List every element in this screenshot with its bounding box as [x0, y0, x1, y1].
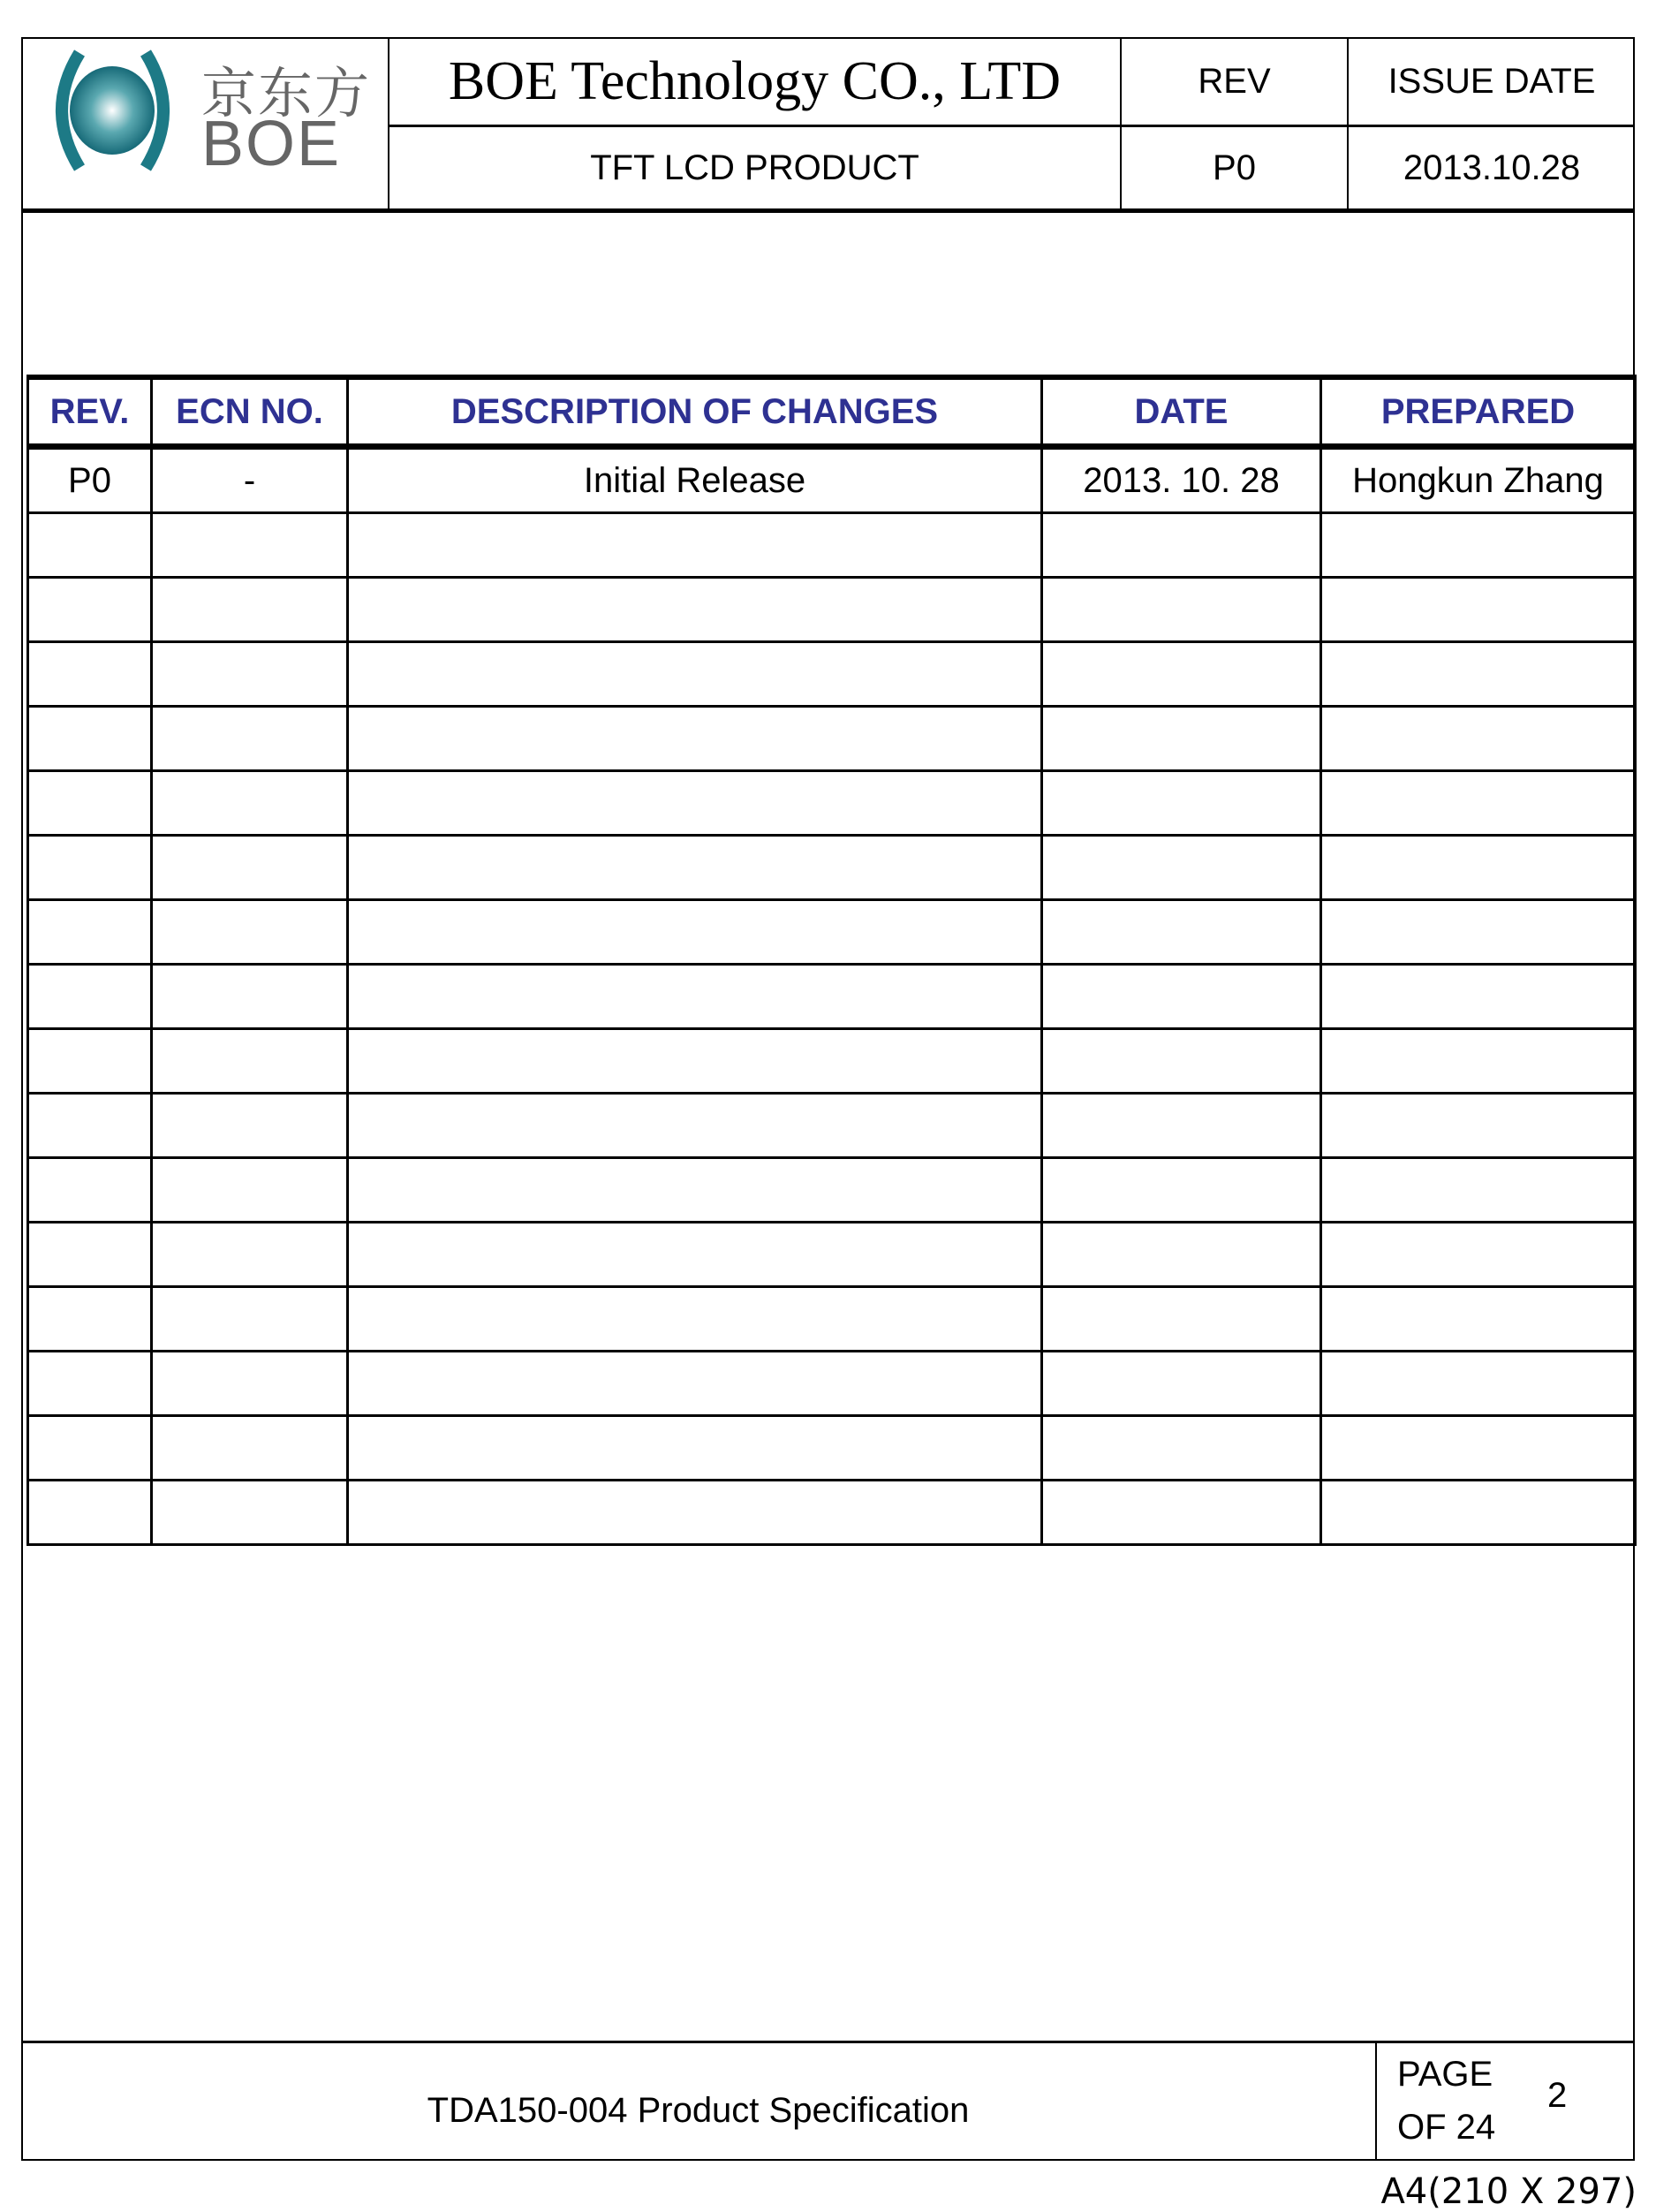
- col-rev: REV.: [28, 377, 152, 447]
- table-cell: [152, 642, 348, 707]
- table-row: [28, 578, 1636, 642]
- table-cell: [28, 513, 152, 578]
- table-cell: [152, 513, 348, 578]
- table-cell: [152, 900, 348, 965]
- divider: [21, 208, 1635, 213]
- table-header-row: [28, 377, 1636, 447]
- table-cell: [28, 1029, 152, 1094]
- table-cell: [28, 1481, 152, 1545]
- table-cell: [1042, 1287, 1321, 1352]
- rev-value: P0: [1213, 148, 1256, 187]
- table-row: [28, 965, 1636, 1029]
- table-cell: [152, 578, 348, 642]
- issue-date-value: 2013.10.28: [1403, 148, 1581, 187]
- table-cell: Initial Release: [348, 447, 1042, 513]
- table-row: [28, 1416, 1636, 1481]
- table-row: [28, 642, 1636, 707]
- page-label: PAGE: [1397, 2055, 1493, 2094]
- table-cell: [348, 1352, 1042, 1416]
- col-ecn: ECN NO.: [152, 377, 348, 447]
- table-cell: [1321, 771, 1636, 836]
- spec-title: TDA150-004 Product Specification: [427, 2091, 970, 2130]
- table-cell: [348, 1094, 1042, 1158]
- table-cell: [28, 578, 152, 642]
- table-cell: [152, 1158, 348, 1223]
- table-cell: -: [152, 447, 348, 513]
- table-cell: [28, 771, 152, 836]
- table-cell: [1321, 965, 1636, 1029]
- table-cell: [152, 1352, 348, 1416]
- table-cell: [1042, 513, 1321, 578]
- table-cell: [1321, 836, 1636, 900]
- table-cell: [348, 1029, 1042, 1094]
- page-number: 2: [1547, 2076, 1568, 2115]
- table-cell: [1321, 707, 1636, 771]
- divider: [1375, 2041, 1377, 2161]
- table-cell: [1042, 1416, 1321, 1481]
- col-prepared: PREPARED: [1321, 377, 1636, 447]
- rev-label: REV: [1198, 62, 1271, 101]
- table-cell: [152, 1094, 348, 1158]
- col-description: DESCRIPTION OF CHANGES: [348, 377, 1042, 447]
- table-cell: [152, 771, 348, 836]
- table-row: [28, 1158, 1636, 1223]
- table-cell: [152, 707, 348, 771]
- table-cell: [1042, 1352, 1321, 1416]
- table-cell: [1042, 1094, 1321, 1158]
- table-row: [28, 1352, 1636, 1416]
- table-cell: [348, 1287, 1042, 1352]
- revision-table: [26, 375, 1637, 1546]
- paper-size: A4(210 X 297): [1380, 2171, 1637, 2212]
- table-cell: [348, 642, 1042, 707]
- table-cell: Hongkun Zhang: [1321, 447, 1636, 513]
- table-cell: P0: [28, 447, 152, 513]
- table-cell: [1042, 836, 1321, 900]
- company-name: BOE Technology CO., LTD: [448, 51, 1062, 111]
- table-cell: [28, 900, 152, 965]
- table-row: [28, 1094, 1636, 1158]
- table-cell: [28, 836, 152, 900]
- table-row: [28, 836, 1636, 900]
- table-row: [28, 707, 1636, 771]
- table-row: [28, 900, 1636, 965]
- table-cell: [152, 1481, 348, 1545]
- table-row: [28, 447, 1636, 513]
- table-cell: 2013. 10. 28: [1042, 447, 1321, 513]
- table-cell: [348, 965, 1042, 1029]
- table-cell: [1321, 1481, 1636, 1545]
- table-cell: [348, 836, 1042, 900]
- table-cell: [1321, 1029, 1636, 1094]
- table-cell: [1042, 965, 1321, 1029]
- table-cell: [28, 707, 152, 771]
- table-cell: [1042, 1481, 1321, 1545]
- table-cell: [1321, 642, 1636, 707]
- boe-logo-icon: [44, 44, 181, 177]
- table-cell: [28, 1416, 152, 1481]
- table-row: [28, 771, 1636, 836]
- table-cell: [28, 1352, 152, 1416]
- logo-en: BOE: [201, 109, 342, 179]
- table-cell: [1042, 1029, 1321, 1094]
- table-row: [28, 1029, 1636, 1094]
- table-cell: [1042, 771, 1321, 836]
- issue-date-label: ISSUE DATE: [1388, 62, 1596, 101]
- table-row: [28, 1481, 1636, 1545]
- table-cell: [28, 1158, 152, 1223]
- table-cell: [1321, 1223, 1636, 1287]
- table-cell: [152, 1029, 348, 1094]
- table-cell: [152, 1416, 348, 1481]
- table-cell: [1042, 642, 1321, 707]
- table-cell: [1042, 578, 1321, 642]
- table-cell: [152, 1287, 348, 1352]
- table-cell: [28, 1223, 152, 1287]
- table-cell: [1042, 900, 1321, 965]
- table-cell: [1321, 1287, 1636, 1352]
- table-cell: [348, 1416, 1042, 1481]
- table-row: [28, 1223, 1636, 1287]
- table-cell: [28, 1287, 152, 1352]
- page-total: OF 24: [1397, 2108, 1496, 2147]
- logo-cn: 京东方: [201, 64, 372, 125]
- table-cell: [152, 965, 348, 1029]
- table-cell: [348, 707, 1042, 771]
- table-cell: [1321, 513, 1636, 578]
- table-cell: [348, 1481, 1042, 1545]
- table-cell: [1321, 1094, 1636, 1158]
- col-date: DATE: [1042, 377, 1321, 447]
- table-cell: [1321, 1158, 1636, 1223]
- table-cell: [28, 642, 152, 707]
- table-cell: [348, 900, 1042, 965]
- table-cell: [28, 965, 152, 1029]
- table-cell: [152, 1223, 348, 1287]
- table-cell: [348, 513, 1042, 578]
- table-cell: [1042, 707, 1321, 771]
- table-cell: [1321, 900, 1636, 965]
- table-cell: [348, 1158, 1042, 1223]
- product-line: TFT LCD PRODUCT: [590, 148, 919, 187]
- table-cell: [348, 1223, 1042, 1287]
- table-cell: [1042, 1158, 1321, 1223]
- table-cell: [1321, 1352, 1636, 1416]
- table-cell: [1042, 1223, 1321, 1287]
- table-cell: [348, 771, 1042, 836]
- table-row: [28, 513, 1636, 578]
- table-cell: [152, 836, 348, 900]
- table-cell: [1321, 1416, 1636, 1481]
- table-row: [28, 1287, 1636, 1352]
- table-cell: [28, 1094, 152, 1158]
- table-cell: [348, 578, 1042, 642]
- table-cell: [1321, 578, 1636, 642]
